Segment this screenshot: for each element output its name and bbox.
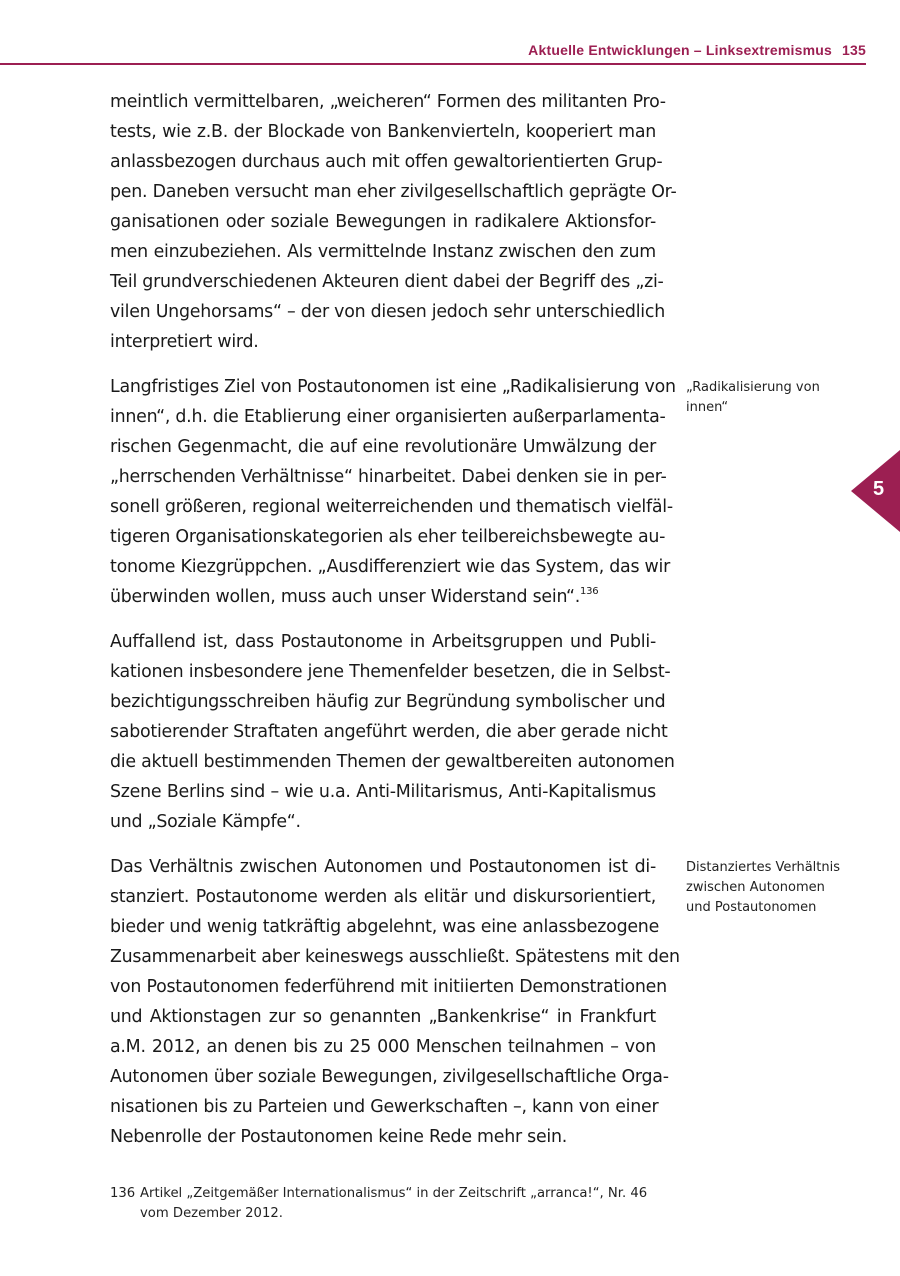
text-line: sabotierender Straftaten angeführt werden, die aber gerade nicht <box>110 722 668 742</box>
text-line: die aktuell bestimmenden Themen der gewaltbereiten autonomen <box>110 752 675 772</box>
text-line: interpretiert wird. <box>110 332 259 352</box>
margin-note-verhaeltnis <box>686 858 856 918</box>
text-line: a.M. 2012, an denen bis zu 25 000 Menschen teilnahmen – von <box>110 1037 656 1057</box>
text-line: bezichtigungsschreiben häufig zur Begründung symbolischer und <box>110 692 666 712</box>
text-line: Das Verhältnis zwischen Autonomen und Postautonomen ist di- <box>110 857 656 877</box>
margin-note-line: „Radikalisierung von <box>686 380 820 395</box>
text-line: und „Soziale Kämpfe“. <box>110 812 301 832</box>
text-line: kationen insbesondere jene Themenfelder besetzen, die in Selbst- <box>110 662 671 682</box>
text-line: men einzubeziehen. Als vermittelnde Instanz zwischen den zum <box>110 242 656 262</box>
text-line: ganisationen oder soziale Bewegungen in radikalere Aktionsfor- <box>110 212 656 232</box>
text-line: Auffallend ist, dass Postautonome in Arbeitsgruppen und Publi- <box>110 632 656 652</box>
text-line: überwinden wollen, muss auch unser Widerstand sein“. <box>110 587 581 607</box>
text-line: innen“, d.h. die Etablierung einer organisierten außerparlamenta- <box>110 407 666 427</box>
margin-note-line: Distanziertes Verhältnis <box>686 860 841 875</box>
text-line: Szene Berlins sind – wie u.a. Anti-Militarismus, Anti-Kapitalismus <box>110 782 656 802</box>
text-line: Nebenrolle der Postautonomen keine Rede mehr sein. <box>110 1127 568 1147</box>
text-line: Autonomen über soziale Bewegungen, zivilgesellschaftliche Orga- <box>110 1067 669 1087</box>
text-line: bieder und wenig tatkräftig abgelehnt, was eine anlassbezogene <box>110 917 660 937</box>
header-rule <box>0 63 866 65</box>
footnote-number: 136 <box>110 1186 136 1201</box>
paragraph-1 <box>110 87 677 357</box>
text-line: rischen Gegenmacht, die auf eine revolutionäre Umwälzung der <box>110 437 656 457</box>
margin-note-line: und Postautonomen <box>686 900 817 915</box>
text-line: tigeren Organisationskategorien als eher teilbereichsbewegte au- <box>110 527 666 547</box>
text-line-with-footnote <box>110 582 656 612</box>
running-header <box>0 0 866 66</box>
paragraph-2 <box>110 372 676 612</box>
text-line: Teil grundverschiedenen Akteuren dient dabei der Begriff des „zi- <box>110 272 664 292</box>
footnote <box>110 1184 670 1224</box>
text-line: Zusammenarbeit aber keineswegs ausschließt. Spätestens mit den <box>110 947 680 967</box>
main-text-column <box>110 87 680 1167</box>
text-line: anlassbezogen durchaus auch mit offen gewaltorientierten Grup- <box>110 152 663 172</box>
text-line: stanziert. Postautonome werden als elitär und diskursorientiert, <box>110 887 656 907</box>
text-line: meintlich vermittelbaren, „weicheren“ Formen des militanten Pro- <box>110 92 666 112</box>
text-line: nisationen bis zu Parteien und Gewerkschaften –, kann von einer <box>110 1097 659 1117</box>
text-line: „herrschenden Verhältnisse“ hinarbeitet. Dabei denken sie in per- <box>110 467 667 487</box>
header-title-row <box>528 42 866 58</box>
footnote-reference: 136 <box>580 586 599 597</box>
text-line: sonell größeren, regional weiterreichenden und thematisch vielfäl- <box>110 497 673 517</box>
margin-note-line: zwischen Autonomen <box>686 880 825 895</box>
text-line: und Aktionstagen zur so genannten „Bankenkrise“ in Frankfurt <box>110 1007 656 1027</box>
margin-note-radikalisierung <box>686 378 856 418</box>
text-line: tests, wie z.B. der Blockade von Bankenvierteln, kooperiert man <box>110 122 656 142</box>
paragraph-4 <box>110 852 680 1152</box>
paragraph-3 <box>110 627 675 837</box>
chapter-number: 5 <box>873 478 885 500</box>
footnote-text-line: Artikel „Zeitgemäßer Internationalismus“ in der Zeitschrift „arranca!“, Nr. 46 <box>140 1186 648 1201</box>
footnote-text-line: vom Dezember 2012. <box>140 1206 283 1221</box>
text-line: tonome Kiezgrüppchen. „Ausdifferenziert wie das System, das wir <box>110 557 670 577</box>
text-line: Langfristiges Ziel von Postautonomen ist eine „Radikalisierung von <box>110 377 676 397</box>
page-number: 135 <box>842 42 866 58</box>
text-line: von Postautonomen federführend mit initiierten Demonstrationen <box>110 977 667 997</box>
running-title: Aktuelle Entwicklungen – Linksextremismus <box>528 42 833 58</box>
text-line: vilen Ungehorsams“ – der von diesen jedoch sehr unterschiedlich <box>110 302 665 322</box>
margin-note-line: innen“ <box>686 400 729 415</box>
text-line: pen. Daneben versucht man eher zivilgesellschaftlich geprägte Or- <box>110 182 677 202</box>
